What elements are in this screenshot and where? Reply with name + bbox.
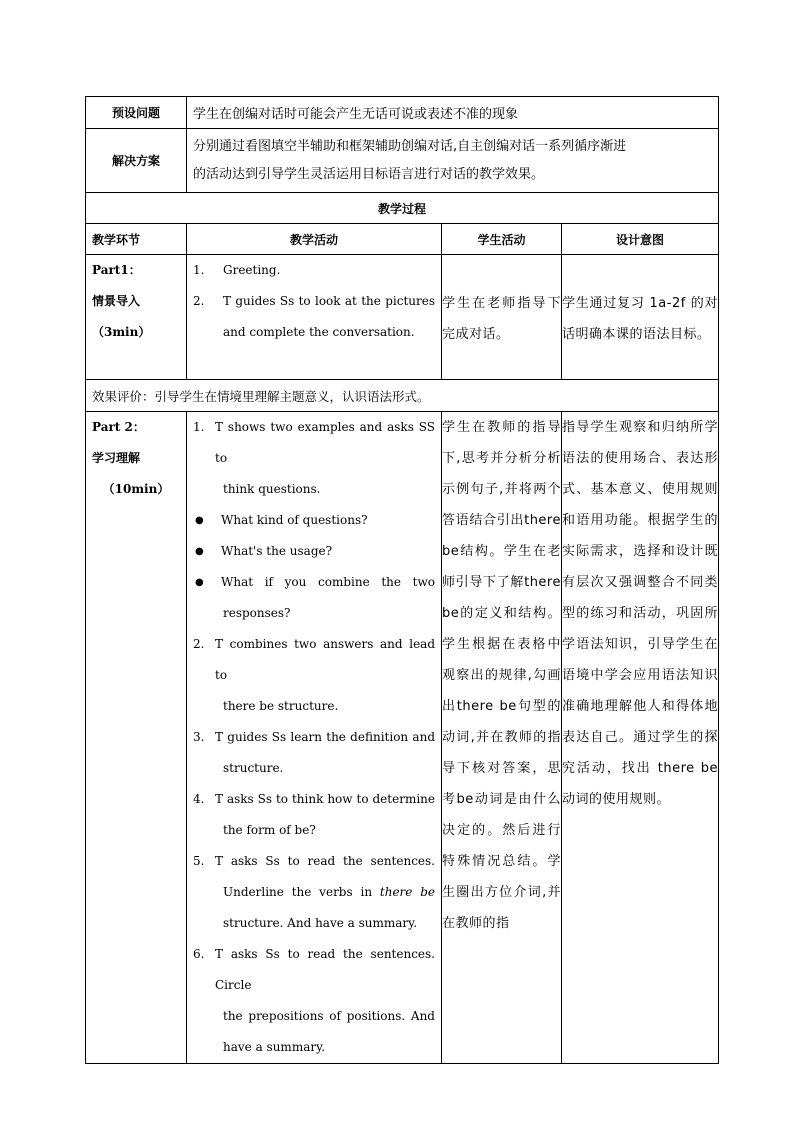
list-text: What if you combine the two: [221, 575, 435, 589]
bullet-icon: ●: [195, 577, 204, 588]
part2-design-intent: 指导学生观察和归纳所学语法的使用场合、表达形式、基本意义、使用规则和语用功能。根据学生的实际需求，选择和设计既有层次又强调整合不同类型的练习和活动，巩固所学语法知识，引导学生在语境中学会应用语法知识准确地理解他人和得体地表达自己。通过学生的探究活动，找出 there be动词的使用规则。: [562, 412, 719, 1064]
part2-bullet-1: [187, 505, 441, 536]
list-number: 6.: [193, 947, 205, 961]
part1-name: Part1：: [92, 263, 141, 277]
part2-item-6: [187, 939, 441, 1001]
part2-item-1: [187, 412, 441, 474]
list-text: What's the usage?: [221, 544, 333, 558]
preset-problem-content: 学生在创编对话时可能会产生无话可说或表述不准的现象: [187, 97, 719, 129]
part1-item-2: [187, 286, 441, 317]
part2-item-5-cont: [187, 877, 441, 908]
list-number: 2.: [193, 637, 205, 651]
list-number: 4.: [193, 792, 205, 806]
part1-design-intent: 学生通过复习 1a-2f 的对话明确本课的语法目标。: [562, 255, 719, 380]
part2-stage: [86, 412, 187, 1064]
part2-item-2: [187, 629, 441, 691]
header-teaching-activity: 教学活动: [187, 224, 442, 255]
row-teaching-process: [86, 193, 719, 224]
header-design-intent: 设计意图: [562, 224, 719, 255]
bullet-icon: ●: [195, 515, 204, 526]
list-text: What kind of questions?: [221, 513, 368, 527]
row-evaluation: [86, 380, 719, 412]
list-text: Underline the verbs in: [223, 885, 380, 899]
solution-content: [187, 129, 719, 193]
part1-stage: [86, 255, 187, 380]
solution-label: 解决方案: [86, 129, 187, 193]
part2-item-3-cont: structure.: [223, 761, 284, 775]
list-text: T combines two answers and lead to: [215, 637, 435, 682]
italic-text: there be: [379, 885, 435, 899]
row-preset-problem: [86, 97, 719, 129]
part2-item-4: [187, 784, 441, 815]
part2-bullet-3-cont: responses?: [223, 606, 291, 620]
part1-title: 情景导入: [92, 294, 141, 308]
list-text: T guides Ss to look at the pictures: [223, 294, 435, 308]
row-headers: [86, 224, 719, 255]
part2-item-6-cont-1: the prepositions of positions. And: [223, 1009, 435, 1023]
part2-item-2-cont: there be structure.: [223, 699, 339, 713]
list-text: T shows two examples and asks SS to: [215, 420, 435, 465]
part2-title: 学习理解: [92, 451, 141, 465]
row-part1: [86, 255, 719, 380]
part1-activity: [187, 255, 442, 380]
part2-item-1-cont: think questions.: [223, 482, 321, 496]
part1-item-1: [187, 255, 441, 286]
part2-time: （10min）: [102, 482, 170, 496]
list-text: T guides Ss learn the definition and: [215, 730, 435, 744]
part2-student-activity: 学生在教师的指导下,思考并分析分析示例句子,并将两个答语结合引出there be结构。学生在老师引导下了解there be的定义和结构。学生根据在表格中观察出的规律,勾画出there be句型的动词,并在教师的指导下核对答案，思考be动词是由什么决定的。然后进行特殊情况总结。学生圈出方位介词,并在教师的指: [442, 412, 562, 1064]
list-text: T asks Ss to think how to determine: [215, 792, 435, 806]
header-teaching-stage: 教学环节: [86, 224, 187, 255]
list-number: 1.: [193, 420, 205, 434]
list-number: 5.: [193, 854, 205, 868]
part1-item-2-cont: and complete the conversation.: [223, 325, 415, 339]
part2-bullet-3: [187, 567, 441, 598]
part2-item-4-cont: the form of be?: [223, 823, 316, 837]
preset-problem-label: 预设问题: [86, 97, 187, 129]
list-text: T asks Ss to read the sentences. Circle: [215, 947, 435, 992]
part1-student-activity: 学生在老师指导下完成对话。: [442, 255, 562, 380]
part2-item-6-cont-2: have a summary.: [223, 1040, 326, 1054]
row-part2: [86, 412, 719, 1064]
list-number: 3.: [193, 730, 205, 744]
list-text: T asks Ss to read the sentences.: [215, 854, 435, 868]
solution-line-2: 的活动达到引导学生灵活运用目标语言进行对话的教学效果。: [193, 167, 545, 182]
part2-activity: [187, 412, 442, 1064]
solution-line-1: 分别通过看图填空半辅助和框架辅助创编对话,自主创编对话一系列循序渐进: [193, 139, 627, 154]
part2-name: Part 2：: [92, 420, 145, 434]
part2-bullet-2: [187, 536, 441, 567]
list-number: 1.: [193, 263, 205, 277]
header-student-activity: 学生活动: [442, 224, 562, 255]
evaluation-text: 效果评价：引导学生在情境里理解主题意义，认识语法形式。: [86, 380, 719, 412]
row-solution: [86, 129, 719, 193]
part2-item-5-cont-2: structure. And have a summary.: [223, 916, 418, 930]
teaching-process-title: 教学过程: [86, 193, 719, 224]
part1-time: （3min）: [92, 325, 151, 339]
lesson-plan-table: [85, 96, 719, 1064]
part2-item-5: [187, 846, 441, 877]
bullet-icon: ●: [195, 546, 204, 557]
list-text: Greeting.: [223, 263, 281, 277]
part2-item-3: [187, 722, 441, 753]
list-number: 2.: [193, 294, 205, 308]
